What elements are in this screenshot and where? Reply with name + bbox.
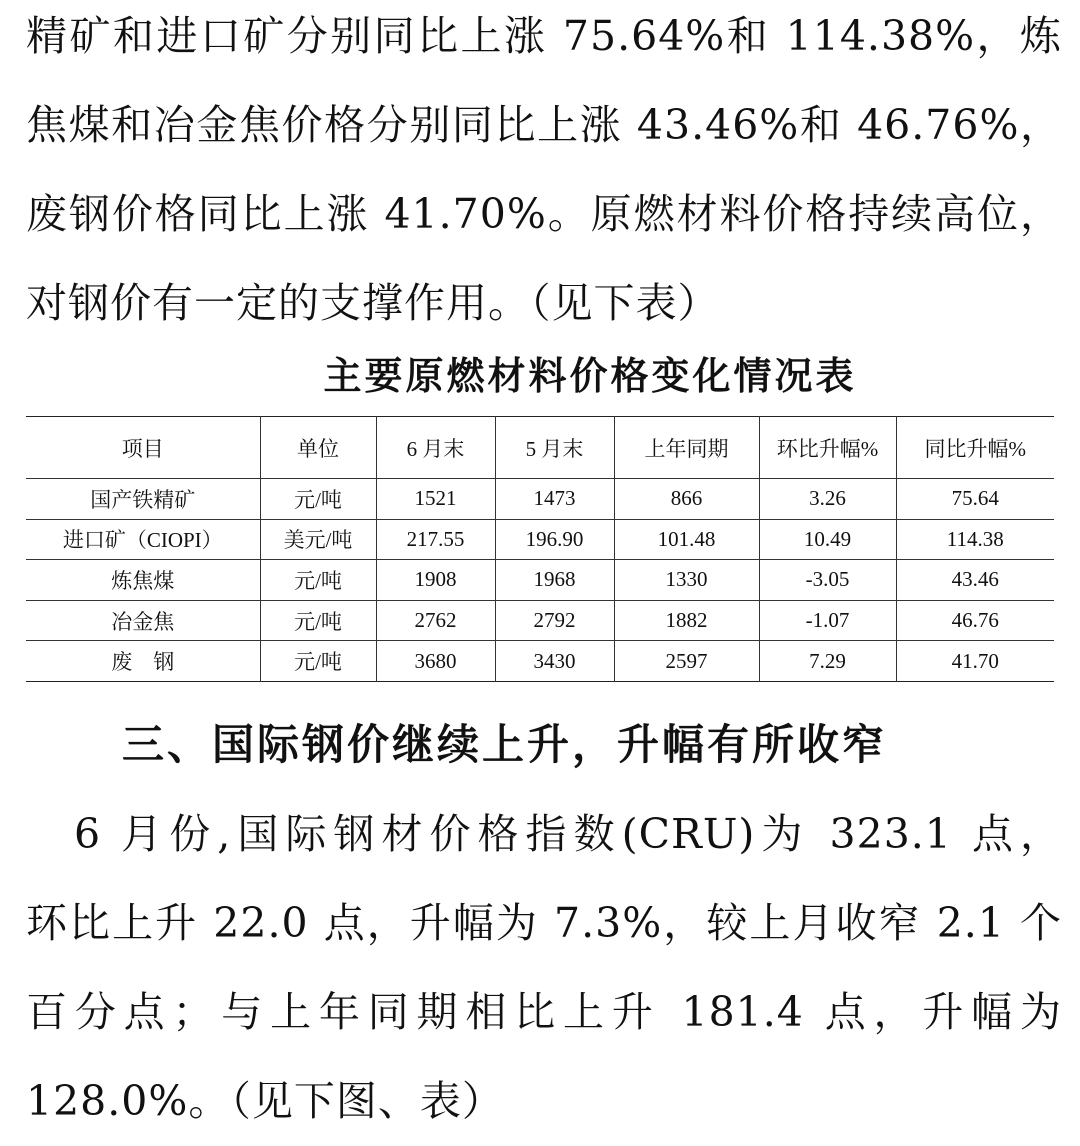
table-cell: 866 (614, 479, 759, 520)
table-cell: 元/吨 (260, 479, 376, 520)
table-title: 主要原燃材料价格变化情况表 (323, 353, 857, 398)
table-cell: 国产铁精矿 (26, 479, 260, 520)
column-header-item: 项目 (26, 417, 260, 479)
table-cell: 75.64 (896, 479, 1054, 520)
table-cell: 元/吨 (260, 600, 376, 641)
paragraph-line: 百分点；与上年同期相比上升 181.4 点，升幅为 (26, 988, 1062, 1036)
paragraph-line: 128.0%。（见下图、表） (26, 1077, 504, 1125)
table-cell: 7.29 (759, 641, 896, 682)
raw-material-price-table (26, 416, 1054, 682)
table-cell: 3.26 (759, 479, 896, 520)
table-row (26, 560, 1054, 601)
table-cell: 1521 (376, 479, 495, 520)
table-cell: 1882 (614, 600, 759, 641)
table-cell: 1473 (495, 479, 614, 520)
table-cell: 1908 (376, 560, 495, 601)
table-cell: 114.38 (896, 519, 1054, 560)
table-cell: 元/吨 (260, 641, 376, 682)
paragraph-line: 环比上升 22.0 点，升幅为 7.3%，较上月收窄 2.1 个 (26, 899, 1062, 947)
table-cell: 2597 (614, 641, 759, 682)
column-header-unit: 单位 (260, 417, 376, 479)
section-heading: 三、国际钢价继续上升，升幅有所收窄 (122, 720, 888, 769)
table-cell: 101.48 (614, 519, 759, 560)
table-row (26, 479, 1054, 520)
table-cell: 43.46 (896, 560, 1054, 601)
table-cell: 46.76 (896, 600, 1054, 641)
table-cell: 美元/吨 (260, 519, 376, 560)
table-cell: 2792 (495, 600, 614, 641)
column-header-mom-change: 环比升幅% (759, 417, 896, 479)
table-cell: 炼焦煤 (26, 560, 260, 601)
paragraph-line: 精矿和进口矿分别同比上涨 75.64%和 114.38%，炼 (26, 12, 1062, 60)
table-cell: 196.90 (495, 519, 614, 560)
intro-paragraph (26, 0, 1062, 348)
cru-paragraph (26, 790, 1062, 1146)
column-header-june-end: 6 月末 (376, 417, 495, 479)
table-cell: 3430 (495, 641, 614, 682)
table-cell: 41.70 (896, 641, 1054, 682)
table-cell: -1.07 (759, 600, 896, 641)
paragraph-line: 对钢价有一定的支撑作用。（见下表） (26, 279, 720, 327)
paragraph-line: 焦煤和冶金焦价格分别同比上涨 43.46%和 46.76%， (26, 101, 1062, 149)
table-row (26, 600, 1054, 641)
table-row (26, 519, 1054, 560)
column-header-yoy-change: 同比升幅% (896, 417, 1054, 479)
table-header-row (26, 417, 1054, 479)
table-cell: 1968 (495, 560, 614, 601)
table-cell: -3.05 (759, 560, 896, 601)
column-header-may-end: 5 月末 (495, 417, 614, 479)
paragraph-line: 6 月份,国际钢材价格指数(CRU)为 323.1 点， (26, 810, 1062, 858)
table-cell: 进口矿（CIOPI） (26, 519, 260, 560)
column-header-last-year: 上年同期 (614, 417, 759, 479)
table-cell: 10.49 (759, 519, 896, 560)
table-row (26, 641, 1054, 682)
table-cell: 3680 (376, 641, 495, 682)
table-cell: 2762 (376, 600, 495, 641)
table-cell: 废 钢 (26, 641, 260, 682)
table-cell: 冶金焦 (26, 600, 260, 641)
table-cell: 1330 (614, 560, 759, 601)
paragraph-line: 废钢价格同比上涨 41.70%。原燃材料价格持续高位， (26, 190, 1062, 238)
table-cell: 元/吨 (260, 560, 376, 601)
table-cell: 217.55 (376, 519, 495, 560)
